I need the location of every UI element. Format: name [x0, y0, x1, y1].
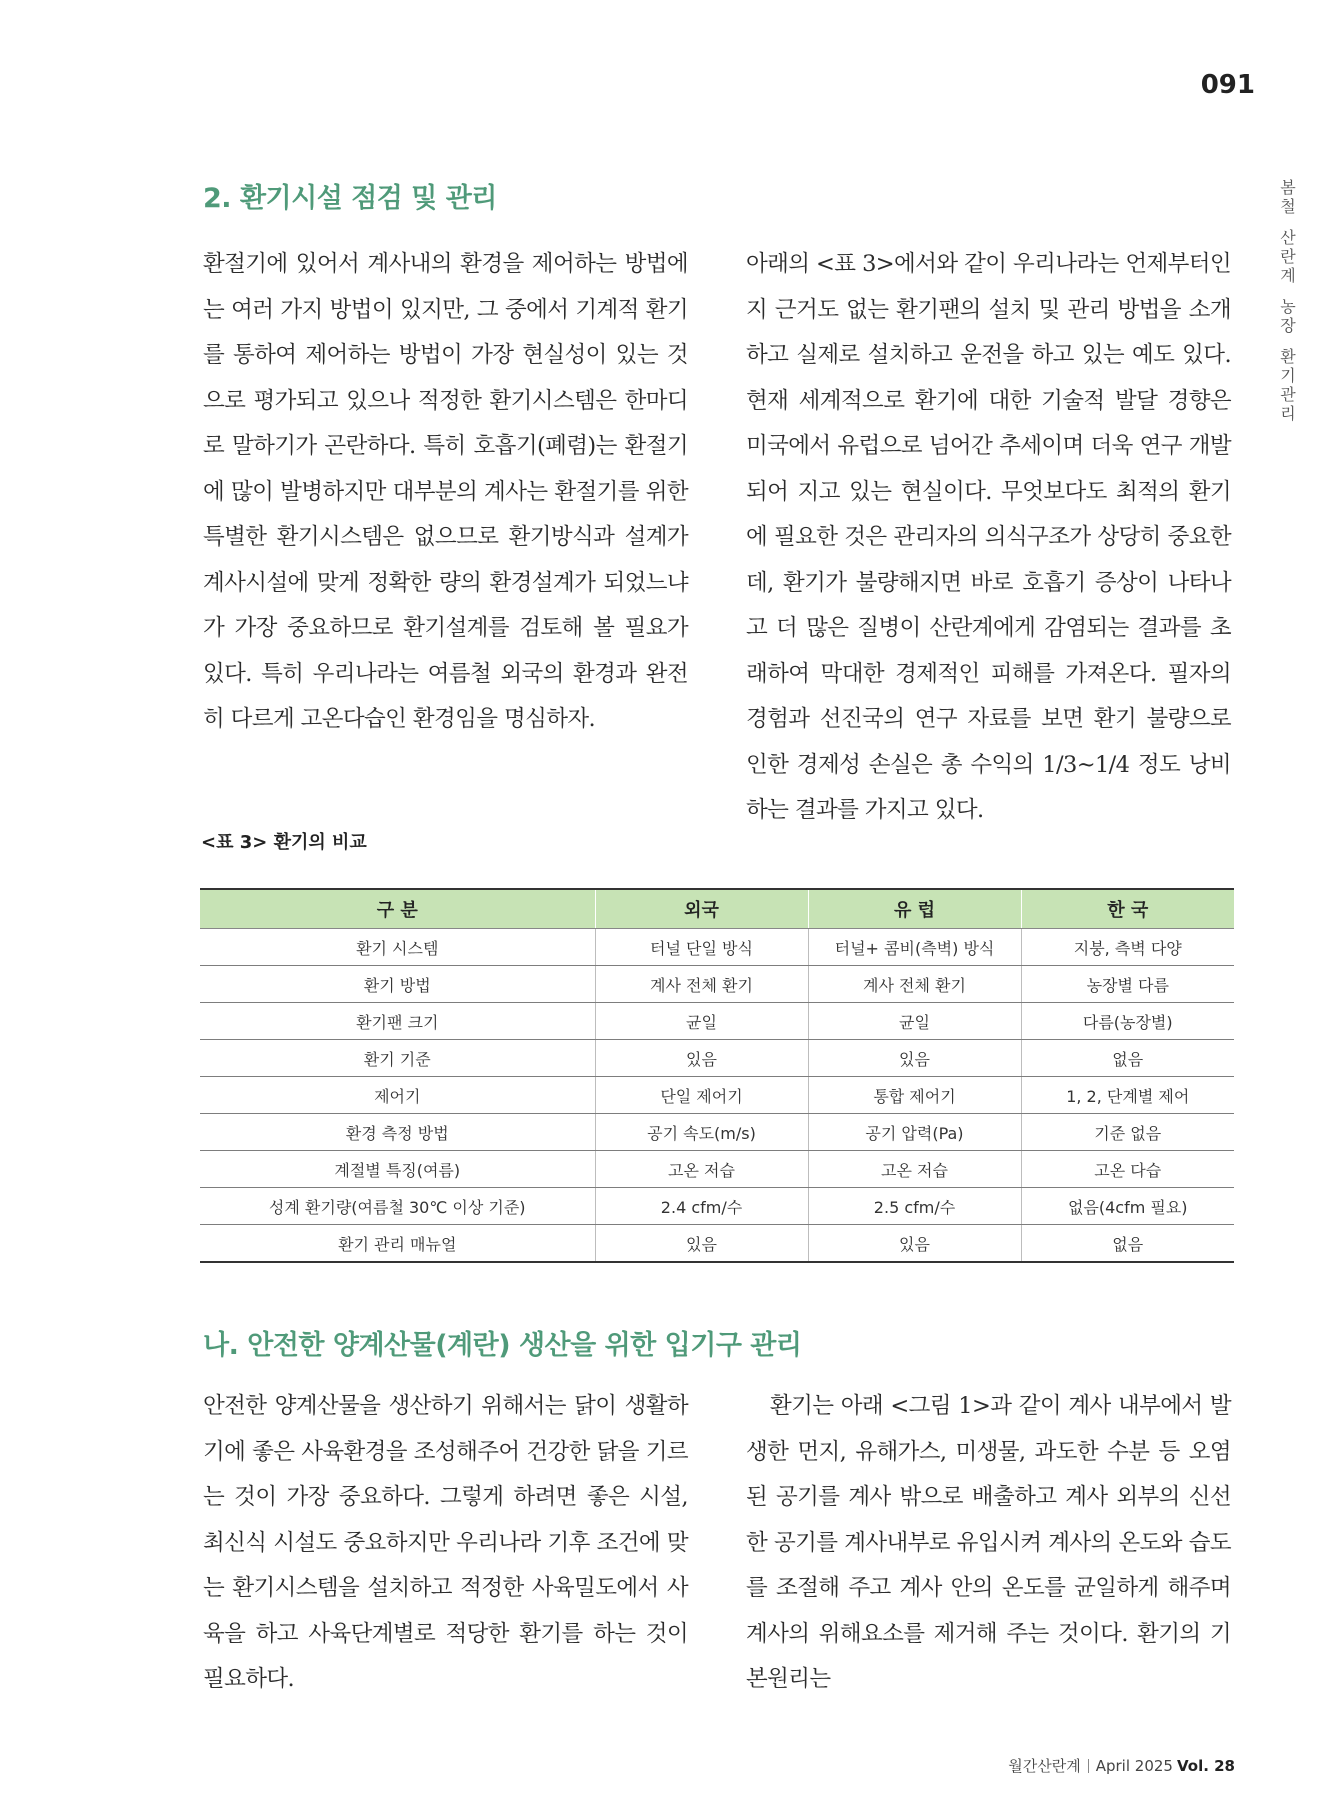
table-caption: <표 3> 환기의 비교 [201, 832, 367, 853]
table-header-cell: 유 럽 [808, 889, 1021, 929]
table-cell: 공기 속도(m/s) [595, 1114, 808, 1151]
table-cell: 없음 [1021, 1040, 1234, 1077]
body-paragraph: 안전한 양계산물을 생산하기 위해서는 닭이 생활하기에 좋은 사육환경을 조성해주어 건강한 닭을 기르는 것이 가장 중요하다. 그렇게 하려면 좋은 시설, 최신식 시설도 중요하지만 우리나라 기후 조건에 맞는 환기시스템을 설치하고 적정한 사육밀도에서 사육을 하고 사육단계별로 적당한 환기를 하는 것이 필요하다. [203, 1393, 688, 1692]
table-cell: 환경 측정 방법 [200, 1114, 595, 1151]
table-cell: 균일 [808, 1003, 1021, 1040]
page-number: 091 [1200, 70, 1255, 100]
table-cell: 환기 방법 [200, 966, 595, 1003]
page-footer [930, 1755, 1235, 1776]
table-cell: 다름(농장별) [1021, 1003, 1234, 1040]
table-cell: 단일 제어기 [595, 1077, 808, 1114]
table-cell: 환기 관리 매뉴얼 [338, 1234, 457, 1254]
magazine-name: 월간산란계 [1008, 1757, 1081, 1775]
side-tab-char: 리 [1280, 404, 1296, 423]
footer-divider [1088, 1759, 1089, 1773]
table-cell: 있음 [595, 1040, 808, 1077]
section-heading-air-inlet-management: 나. 안전한 양계산물(계란) 생산을 위한 입기구 관리 [203, 1330, 802, 1361]
side-tab-char: 장 [1280, 316, 1296, 335]
table-cell: 터널+ 콤비(측벽) 방식 [808, 929, 1021, 966]
side-tab-char: 기 [1280, 366, 1296, 385]
body-paragraph: 환절기에 있어서 계사내의 환경을 제어하는 방법에는 여러 가지 방법이 있지만, 그 중에서 기계적 환기를 통하여 제어하는 방법이 가장 현실성이 있는 것으로 평가되고 있으나 적정한 환기시스템은 한마디로 말하기가 곤란하다. 특히 호흡기(폐렴)는 환절기에 많이 발병하지만 대부분의 계사는 환절기를 위한 특별한 환기시스템은 없으므로 환기방식과 설계가 계사시설에 맞게 정확한 량의 환경설계가 되었느냐가 가장 중요하므로 환기설계를 검토해 볼 필요가 있다. 특히 우리나라는 여름철 외국의 환경과 완전히 다르게 고온다습인 환경임을 명심하자. [203, 251, 688, 732]
side-tab-gap [1275, 335, 1301, 347]
table-header-cell: 구 분 [200, 889, 595, 929]
table-cell: 고온 다습 [1021, 1151, 1234, 1188]
side-tab-char: 봄 [1280, 178, 1296, 197]
table-cell: 제어기 [200, 1077, 595, 1114]
table-row [200, 1151, 1234, 1188]
table-header-cell: 외국 [595, 889, 808, 929]
table-cell: 있음 [595, 1225, 808, 1263]
table-cell: 고온 저습 [808, 1151, 1021, 1188]
table-cell: 없음(4cfm 필요) [1021, 1188, 1234, 1225]
side-tab-char: 관 [1280, 385, 1296, 404]
side-tab-char: 산 [1280, 228, 1296, 247]
table-cell: 2.5 cfm/수 [808, 1188, 1021, 1225]
ventilation-comparison-table [200, 888, 1234, 1263]
table-cell: 계사 전체 환기 [808, 966, 1021, 1003]
table-row [200, 1188, 1234, 1225]
side-tab-char: 란 [1280, 247, 1296, 266]
table-cell: 공기 압력(Pa) [808, 1114, 1021, 1151]
issue-date: April 2025 [1095, 1757, 1173, 1775]
side-tab-char: 환 [1280, 347, 1296, 366]
table-cell: 없음 [1021, 1225, 1234, 1263]
side-tab-gap [1275, 216, 1301, 228]
side-tab-char: 계 [1280, 266, 1296, 285]
table-cell: 터널 단일 방식 [595, 929, 808, 966]
table-cell: 환기 기준 [200, 1040, 595, 1077]
table-cell: 농장별 다름 [1021, 966, 1234, 1003]
table-cell: 있음 [808, 1225, 1021, 1263]
table-cell: 성계 환기량(여름철 30℃ 이상 기준) [200, 1188, 595, 1225]
side-tab-char: 농 [1280, 297, 1296, 316]
table-cell: 균일 [595, 1003, 808, 1040]
table-cell: 환기팬 크기 [200, 1003, 595, 1040]
side-tab-gap [1275, 285, 1301, 297]
section-heading-ventilation-check: 2. 환기시설 점검 및 관리 [203, 183, 497, 214]
table-row [200, 929, 1234, 966]
table-header-row [200, 889, 1234, 929]
body-paragraph: 아래의 <표 3>에서와 같이 우리나라는 언제부터인지 근거도 없는 환기팬의 설치 및 관리 방법을 소개 하고 실제로 설치하고 운전을 하고 있는 예도 있다. 현재 세계적으로 환기에 대한 기술적 발달 경향은 미국에서 유럽으로 넘어간 추세이며 더욱 연구 개발되어 지고 있는 현실이다. 무엇보다도 최적의 환기에 필요한 것은 관리자의 의식구조가 상당히 중요한데, 환기가 불량해지면 바로 호흡기 증상이 나타나고 더 많은 질병이 산란계에게 감염되는 결과를 초래하여 막대한 경제적인 피해를 가져온다. 필자의 경험과 선진국의 연구 자료를 보면 환기 불량으로 인한 경제성 손실은 총 수익의 1/3~1/4 정도 낭비하는 결과를 가지고 있다. [746, 251, 1231, 823]
table-header-cell: 한 국 [1021, 889, 1234, 929]
table-cell: 1, 2, 단계별 제어 [1021, 1077, 1234, 1114]
table-cell: 기준 없음 [1021, 1114, 1234, 1151]
table-cell: 고온 저습 [595, 1151, 808, 1188]
table-row [200, 1040, 1234, 1077]
table-cell: 계절별 특징(여름) [200, 1151, 595, 1188]
body-paragraph: 환기는 아래 <그림 1>과 같이 계사 내부에서 발생한 먼지, 유해가스, 미생물, 과도한 수분 등 오염된 공기를 계사 밖으로 배출하고 계사 외부의 신선한 공기를 계사내부로 유입시켜 계사의 온도와 습도를 조절해 주고 계사 안의 온도를 균일하게 해주며 계사의 위해요소를 제거해 주는 것이다. 환기의 기본원리는 [746, 1393, 1231, 1692]
table-row [200, 1114, 1234, 1151]
issue-volume: Vol. 28 [1176, 1757, 1235, 1775]
table-cell: 2.4 cfm/수 [595, 1188, 808, 1225]
table-row [200, 1225, 1234, 1263]
table-cell: 통합 제어기 [808, 1077, 1021, 1114]
table-cell: 계사 전체 환기 [595, 966, 808, 1003]
table-row [200, 1003, 1234, 1040]
table-cell: 지붕, 측벽 다양 [1021, 929, 1234, 966]
table-cell: 있음 [808, 1040, 1021, 1077]
table-row [200, 966, 1234, 1003]
table-cell: 환기 시스템 [200, 929, 595, 966]
side-section-tab [1275, 178, 1301, 423]
side-tab-char: 철 [1280, 197, 1296, 216]
table-row [200, 1077, 1234, 1114]
